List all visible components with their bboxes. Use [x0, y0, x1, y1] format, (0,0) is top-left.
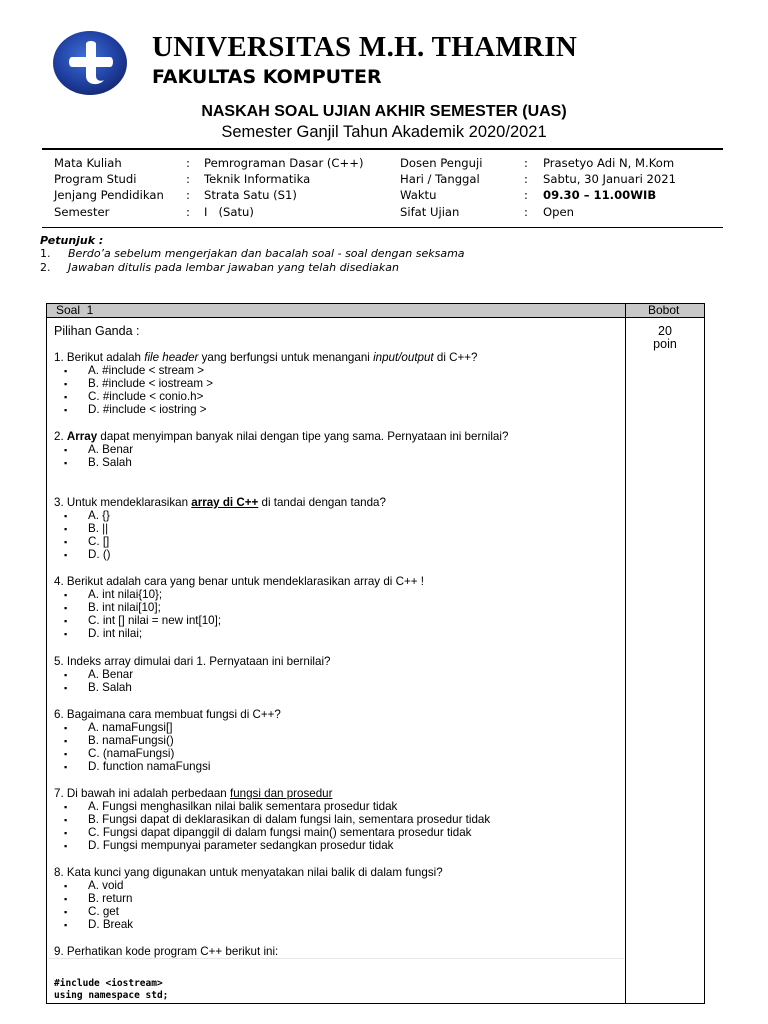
info-label-mata-kuliah: Mata Kuliah: [54, 156, 122, 170]
info-separator: :: [186, 188, 190, 202]
question-4: 4. Berikut adalah cara yang benar untuk mendeklarasikan array di C++ !: [54, 575, 424, 588]
option-item: ▪ C. int [] nilai = new int[10];: [64, 614, 222, 627]
question-1: 1. Berikut adalah file header yang berfungsi untuk menangani input/output di C++?: [54, 351, 478, 364]
info-value-waktu: 09.30 – 11.00WIB: [543, 188, 657, 202]
question-3: 3. Untuk mendeklarasikan array di C++ di tandai dengan tanda?: [54, 496, 386, 509]
option-item: ▪ B. namaFungsi(): [64, 734, 174, 747]
info-value-dosen: Prasetyo Adi N, M.Kom: [543, 156, 675, 170]
info-separator: :: [186, 172, 190, 186]
info-label-hari-tanggal: Hari / Tanggal: [400, 172, 480, 186]
petunjuk-number: 1.: [40, 247, 51, 260]
option-item: ▪ A. int nilai{10};: [64, 588, 163, 601]
info-separator: :: [524, 188, 528, 202]
option-item: ▪ C. Fungsi dapat dipanggil di dalam fungsi main() sementara prosedur tidak: [64, 826, 472, 839]
info-label-waktu: Waktu: [400, 188, 437, 202]
question-2: 2. Array dapat menyimpan banyak nilai dengan tipe yang sama. Pernyataan ini bernilai?: [54, 430, 509, 443]
info-value-hari-tanggal: Sabtu, 30 Januari 2021: [543, 172, 677, 186]
option-item: ▪ A. Benar: [64, 668, 134, 681]
info-value-mata-kuliah: Pemrograman Dasar (C++): [204, 156, 364, 170]
question-9: 9. Perhatikan kode program C++ berikut ini:: [54, 945, 279, 958]
petunjuk-item: Jawaban ditulis pada lembar jawaban yang telah disediakan: [68, 261, 399, 274]
info-value-jenjang: Strata Satu (S1): [204, 188, 297, 202]
question-5: 5. Indeks array dimulai dari 1. Pernyataan ini bernilai?: [54, 655, 331, 668]
option-item: ▪ D. Fungsi mempunyai parameter sedangkan prosedur tidak: [64, 839, 394, 852]
info-value-sifat-ujian: Open: [543, 205, 574, 219]
option-item: ▪ B. Salah: [64, 456, 132, 469]
option-item: ▪ A. {}: [64, 509, 110, 522]
info-label-sifat-ujian: Sifat Ujian: [400, 205, 460, 219]
faculty-name: FAKULTAS KOMPUTER: [152, 66, 382, 88]
university-logo: [52, 30, 128, 96]
info-label-dosen: Dosen Penguji: [400, 156, 483, 170]
option-item: ▪ B. Fungsi dapat di deklarasikan di dalam fungsi lain, sementara prosedur tidak: [64, 813, 491, 826]
code-line: #include <iostream>: [54, 978, 163, 989]
question-6: 6. Bagaimana cara membuat fungsi di C++?: [54, 708, 281, 721]
section-title: Pilihan Ganda :: [54, 324, 140, 338]
info-separator: :: [186, 205, 190, 219]
code-line: using namespace std;: [54, 990, 169, 1001]
question-table-header: [47, 304, 704, 318]
option-item: ▪ B. int nilai[10];: [64, 601, 161, 614]
option-item: ▪ C. get: [64, 905, 119, 918]
bobot-value: 20: [658, 324, 672, 338]
university-name: UNIVERSITAS M.H. THAMRIN: [152, 31, 578, 63]
option-item: ▪ D. #include < iostring >: [64, 403, 207, 416]
option-item: ▪ A. namaFungsi[]: [64, 721, 173, 734]
option-item: ▪ B. #include < iostream >: [64, 377, 214, 390]
option-item: ▪ B. Salah: [64, 681, 132, 694]
info-label-jenjang: Jenjang Pendidikan: [54, 188, 164, 202]
option-item: ▪ C. #include < conio.h>: [64, 390, 204, 403]
option-item: ▪ A. #include < stream >: [64, 364, 204, 377]
option-item: ▪ A. Benar: [64, 443, 134, 456]
info-label-semester: Semester: [54, 205, 110, 219]
question-7: 7. Di bawah ini adalah perbedaan fungsi dan prosedur: [54, 787, 333, 800]
option-item: ▪ B. return: [64, 892, 133, 905]
header-bobot: Bobot: [648, 303, 680, 317]
option-item: ▪ A. Fungsi menghasilkan nilai balik sementara prosedur tidak: [64, 800, 398, 813]
header-rule-bottom: [42, 227, 723, 228]
petunjuk-number: 2.: [40, 261, 51, 274]
option-item: ▪ D. Break: [64, 918, 134, 931]
info-value-program-studi: Teknik Informatika: [204, 172, 311, 186]
option-item: ▪ A. void: [64, 879, 124, 892]
exam-title: NASKAH SOAL UJIAN AKHIR SEMESTER (UAS): [201, 103, 567, 120]
code-block-border: [48, 958, 624, 959]
bobot-unit: poin: [653, 337, 677, 351]
info-separator: :: [524, 205, 528, 219]
option-item: ▪ D. (): [64, 548, 111, 561]
option-item: ▪ D. function namaFungsi: [64, 760, 211, 773]
info-separator: :: [186, 156, 190, 170]
option-item: ▪ C. []: [64, 535, 110, 548]
option-item: ▪ B. ||: [64, 522, 109, 535]
question-8: 8. Kata kunci yang digunakan untuk menyatakan nilai balik di dalam fungsi?: [54, 866, 443, 879]
exam-subtitle: Semester Ganjil Tahun Akademik 2020/2021: [221, 123, 547, 141]
petunjuk-item: Berdo’a sebelum mengerjakan dan bacalah soal - soal dengan seksama: [68, 247, 465, 260]
info-label-program-studi: Program Studi: [54, 172, 137, 186]
info-separator: :: [524, 156, 528, 170]
info-value-semester: I (Satu): [204, 205, 254, 219]
header-rule-top: [42, 148, 723, 150]
info-separator: :: [524, 172, 528, 186]
column-divider: [625, 304, 626, 1004]
option-item: ▪ C. (namaFungsi): [64, 747, 175, 760]
header-soal: Soal 1: [56, 303, 94, 317]
option-item: ▪ D. int nilai;: [64, 627, 143, 640]
petunjuk-heading: Petunjuk :: [40, 234, 104, 247]
